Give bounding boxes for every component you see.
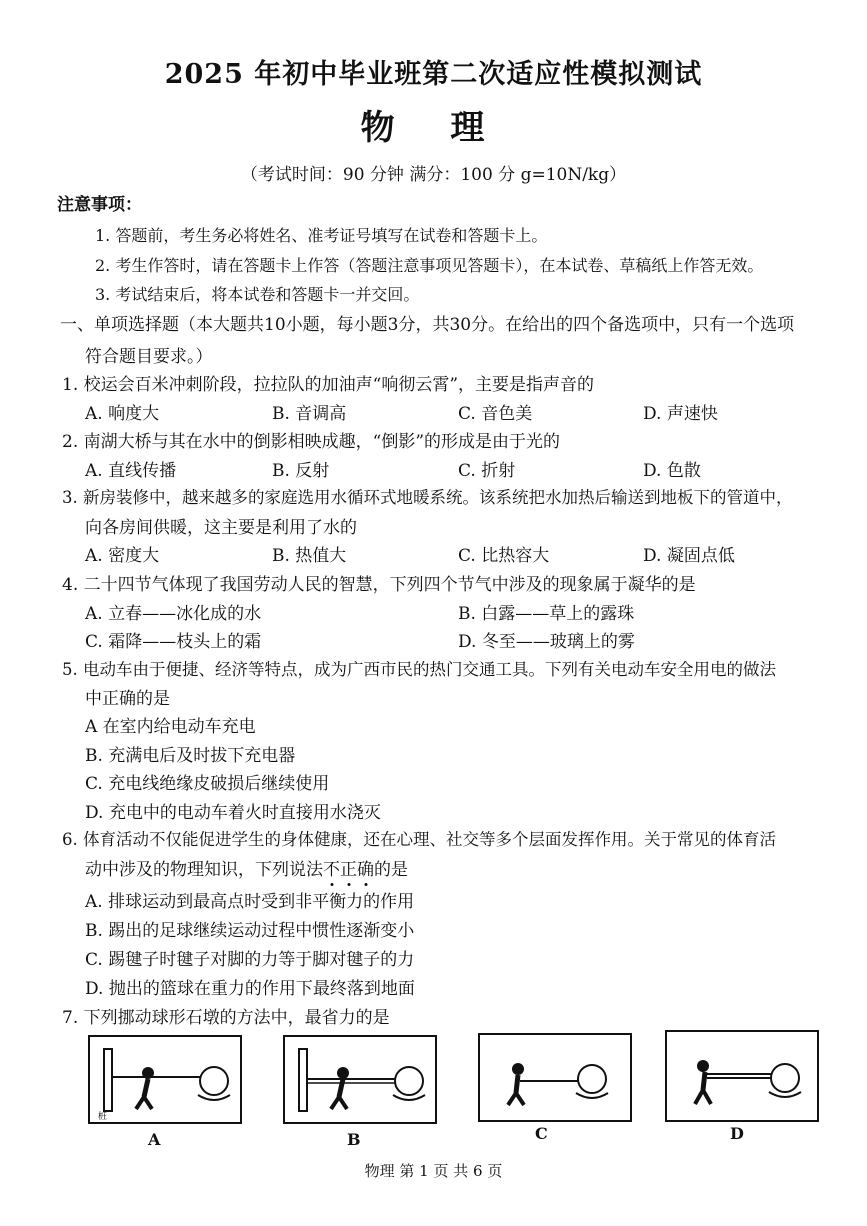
note-item: 2. 考生作答时，请在答题卡上作答（答题注意事项见答题卡），在本试卷、草稿纸上作答无效。 xyxy=(95,256,764,275)
emphasis-char: 不 xyxy=(323,860,340,880)
question-5-stem-cont: 中正确的是 xyxy=(85,689,170,709)
question-1-stem: 1. 校运会百米冲刺阶段，拉拉队的加油声“响彻云霄”，主要是指声音的 xyxy=(62,375,595,395)
question-6-stem-cont xyxy=(85,855,408,880)
question-3-stem-cont: 向各房间供暖，这主要是利用了水的 xyxy=(85,518,357,538)
section-heading: 一、单项选择题（本大题共10小题，每小题3分，共30分。在给出的四个备选项中，只有一个选项 xyxy=(60,315,795,335)
q1-option-a: A. 响度大 xyxy=(85,404,160,424)
figure-c-drawing xyxy=(480,1035,630,1120)
figure-a-label: A xyxy=(148,1130,161,1149)
q6-option-d: D. 抛出的篮球在重力的作用下最终落到地面 xyxy=(85,979,415,999)
q4-option-a: A. 立春——冰化成的水 xyxy=(85,604,262,624)
figure-d-drawing xyxy=(667,1032,817,1120)
svg-text:桩: 桩 xyxy=(98,1112,108,1122)
q5-option-d: D. 充电中的电动车着火时直接用水浇灭 xyxy=(85,803,381,823)
q3-option-b: B. 热值大 xyxy=(272,546,347,566)
q6-option-c: C. 踢毽子时毽子对脚的力等于脚对毽子的力 xyxy=(85,950,415,970)
figure-d-label: D xyxy=(730,1124,744,1143)
section-heading-cont: 符合题目要求。） xyxy=(85,347,213,367)
emphasis-char: 正 xyxy=(340,860,357,880)
q4-option-d: D. 冬至——玻璃上的雾 xyxy=(458,632,635,652)
figure-d xyxy=(665,1030,819,1122)
emphasis-char: 确 xyxy=(357,860,374,880)
q2-option-b: B. 反射 xyxy=(272,461,330,481)
note-item: 3. 考试结束后，将本试卷和答题卡一并交回。 xyxy=(95,285,420,304)
exam-title: 2025 年初中毕业班第二次适应性模拟测试 xyxy=(164,59,703,90)
figure-b xyxy=(283,1035,437,1124)
q2-option-c: C. 折射 xyxy=(458,461,516,481)
q6-emphasis xyxy=(323,860,374,880)
q1-option-c: C. 音色美 xyxy=(458,404,533,424)
q3-option-a: A. 密度大 xyxy=(85,546,160,566)
question-3-stem: 3. 新房装修中，越来越多的家庭选用水循环式地暖系统。该系统把水加热后输送到地板下的管道中， xyxy=(62,488,793,507)
question-4-stem: 4. 二十四节气体现了我国劳动人民的智慧，下列四个节气中涉及的现象属于凝华的是 xyxy=(62,575,696,595)
note-item: 1. 答题前，考生务必将姓名、准考证号填写在试卷和答题卡上。 xyxy=(95,226,548,245)
q2-option-a: A. 直线传播 xyxy=(85,461,177,481)
figure-c-label: C xyxy=(535,1124,548,1143)
q3-option-c: C. 比热容大 xyxy=(458,546,550,566)
q6-option-b: B. 踢出的足球继续运动过程中惯性逐渐变小 xyxy=(85,921,415,941)
figure-b-label: B xyxy=(347,1130,361,1149)
q6-stem-end: 的是 xyxy=(374,860,408,880)
exam-info: （考试时间：90 分钟 满分：100 分 g=10N/kg） xyxy=(240,165,627,185)
question-7-stem: 7. 下列挪动球形石墩的方法中，最省力的是 xyxy=(62,1008,390,1028)
subject-title: 物 理 xyxy=(360,108,507,148)
figure-b-drawing xyxy=(285,1037,435,1122)
question-5-stem: 5. 电动车由于便捷、经济等特点，成为广西市民的热门交通工具。下列有关电动车安全用电的做法 xyxy=(62,660,776,679)
notes-heading: 注意事项： xyxy=(57,195,142,215)
q3-option-d: D. 凝固点低 xyxy=(643,546,735,566)
figure-c xyxy=(478,1033,632,1122)
q6-option-a: A. 排球运动到最高点时受到非平衡力的作用 xyxy=(85,892,415,912)
figure-a-drawing xyxy=(90,1037,240,1122)
q2-option-d: D. 色散 xyxy=(643,461,701,481)
question-6-stem: 6. 体育活动不仅能促进学生的身体健康，还在心理、社交等多个层面发挥作用。关于常见的体育活 xyxy=(62,830,776,849)
q1-option-b: B. 音调高 xyxy=(272,404,347,424)
q5-option-c: C. 充电线绝缘皮破损后继续使用 xyxy=(85,774,330,794)
q5-option-b: B. 充满电后及时拔下充电器 xyxy=(85,746,296,766)
q5-option-a: A 在室内给电动车充电 xyxy=(85,717,256,737)
q6-stem-text: 动中涉及的物理知识，下列说法 xyxy=(85,860,323,880)
q4-option-b: B. 白露——草上的露珠 xyxy=(458,604,635,624)
question-2-stem: 2. 南湖大桥与其在水中的倒影相映成趣，“倒影”的形成是由于光的 xyxy=(62,432,561,452)
figure-a xyxy=(88,1035,242,1124)
q1-option-d: D. 声速快 xyxy=(643,404,718,424)
q4-option-c: C. 霜降——枝头上的霜 xyxy=(85,632,262,652)
page-footer: 物理 第 1 页 共 6 页 xyxy=(364,1162,503,1180)
